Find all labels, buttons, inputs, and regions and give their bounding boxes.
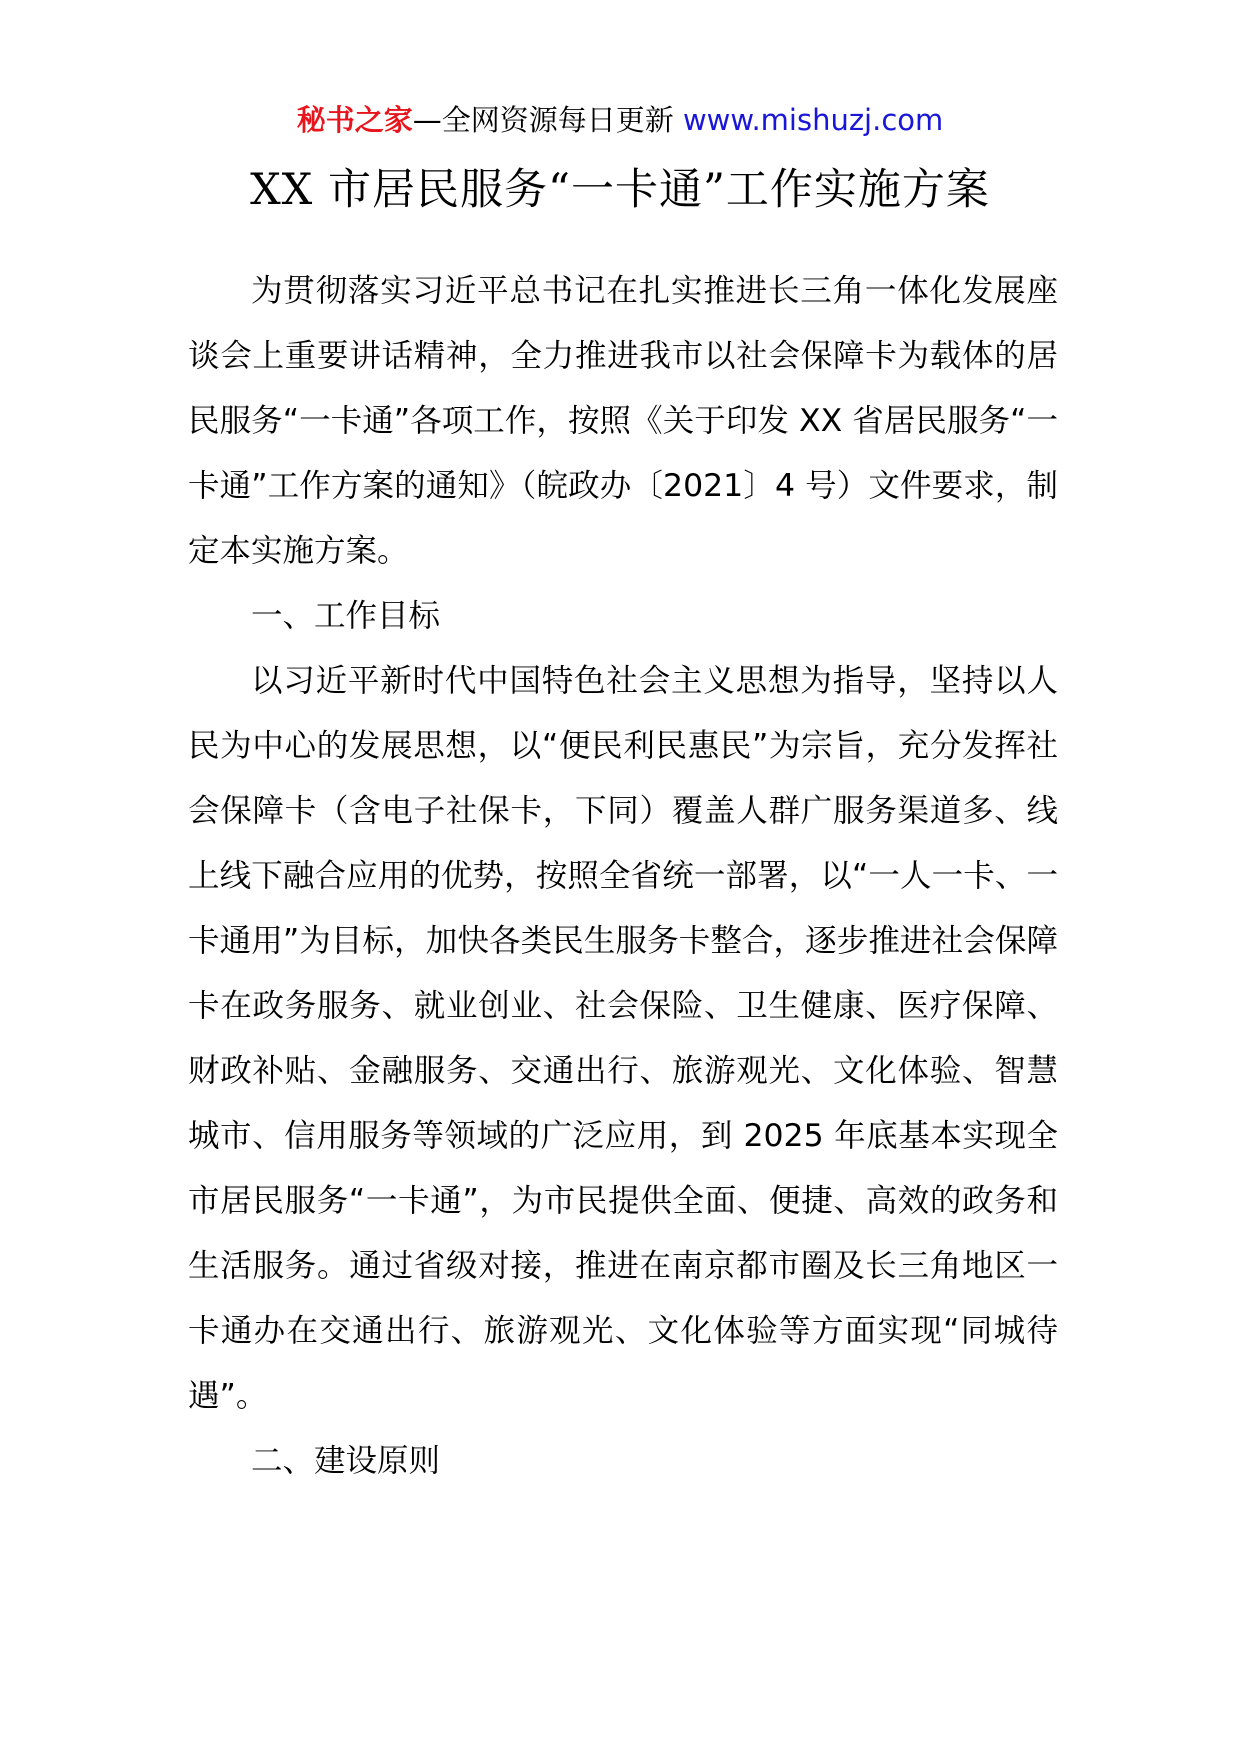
- section-heading-principles: 二、建设原则: [251, 1443, 441, 1479]
- document-body: [188, 259, 1058, 1494]
- section-heading-goals: 一、工作目标: [251, 598, 441, 634]
- site-url-link[interactable]: www.mishuzj.com: [682, 103, 944, 137]
- header-slogan: —全网资源每日更新: [412, 103, 674, 137]
- site-header-banner: [0, 100, 1240, 140]
- brand-name: 秘书之家: [296, 103, 413, 137]
- goals-paragraph: 以习近平新时代中国特色社会主义思想为指导，坚持以人民为中心的发展思想，以“便民利民惠民”为宗旨，充分发挥社会保障卡（含电子社保卡，下同）覆盖人群广服务渠道多、线上线下融合应用的优势，按照全省统一部署，以“一人一卡、一卡通用”为目标，加快各类民生服务卡整合，逐步推进社会保障卡在政务服务、就业创业、社会保险、卫生健康、医疗保障、财政补贴、金融服务、交通出行、旅游观光、文化体验、智慧城市、信用服务等领域的广泛应用，到 2025 年底基本实现全市居民服务“一卡通”，为市民提供全面、便捷、高效的政务和生活服务。通过省级对接，推进在南京都市圈及长三角地区一卡通办在交通出行、旅游观光、文化体验等方面实现“同城待遇”。: [188, 663, 1058, 1414]
- intro-paragraph: 为贯彻落实习近平总书记在扎实推进长三角一体化发展座谈会上重要讲话精神，全力推进我市以社会保障卡为载体的居民服务“一卡通”各项工作，按照《关于印发 XX 省居民服务“一卡通”工作方案的通知》（皖政办〔2021〕4 号）文件要求，制定本实施方案。: [188, 273, 1058, 569]
- document-title: XX 市居民服务“一卡通”工作实施方案: [250, 165, 990, 215]
